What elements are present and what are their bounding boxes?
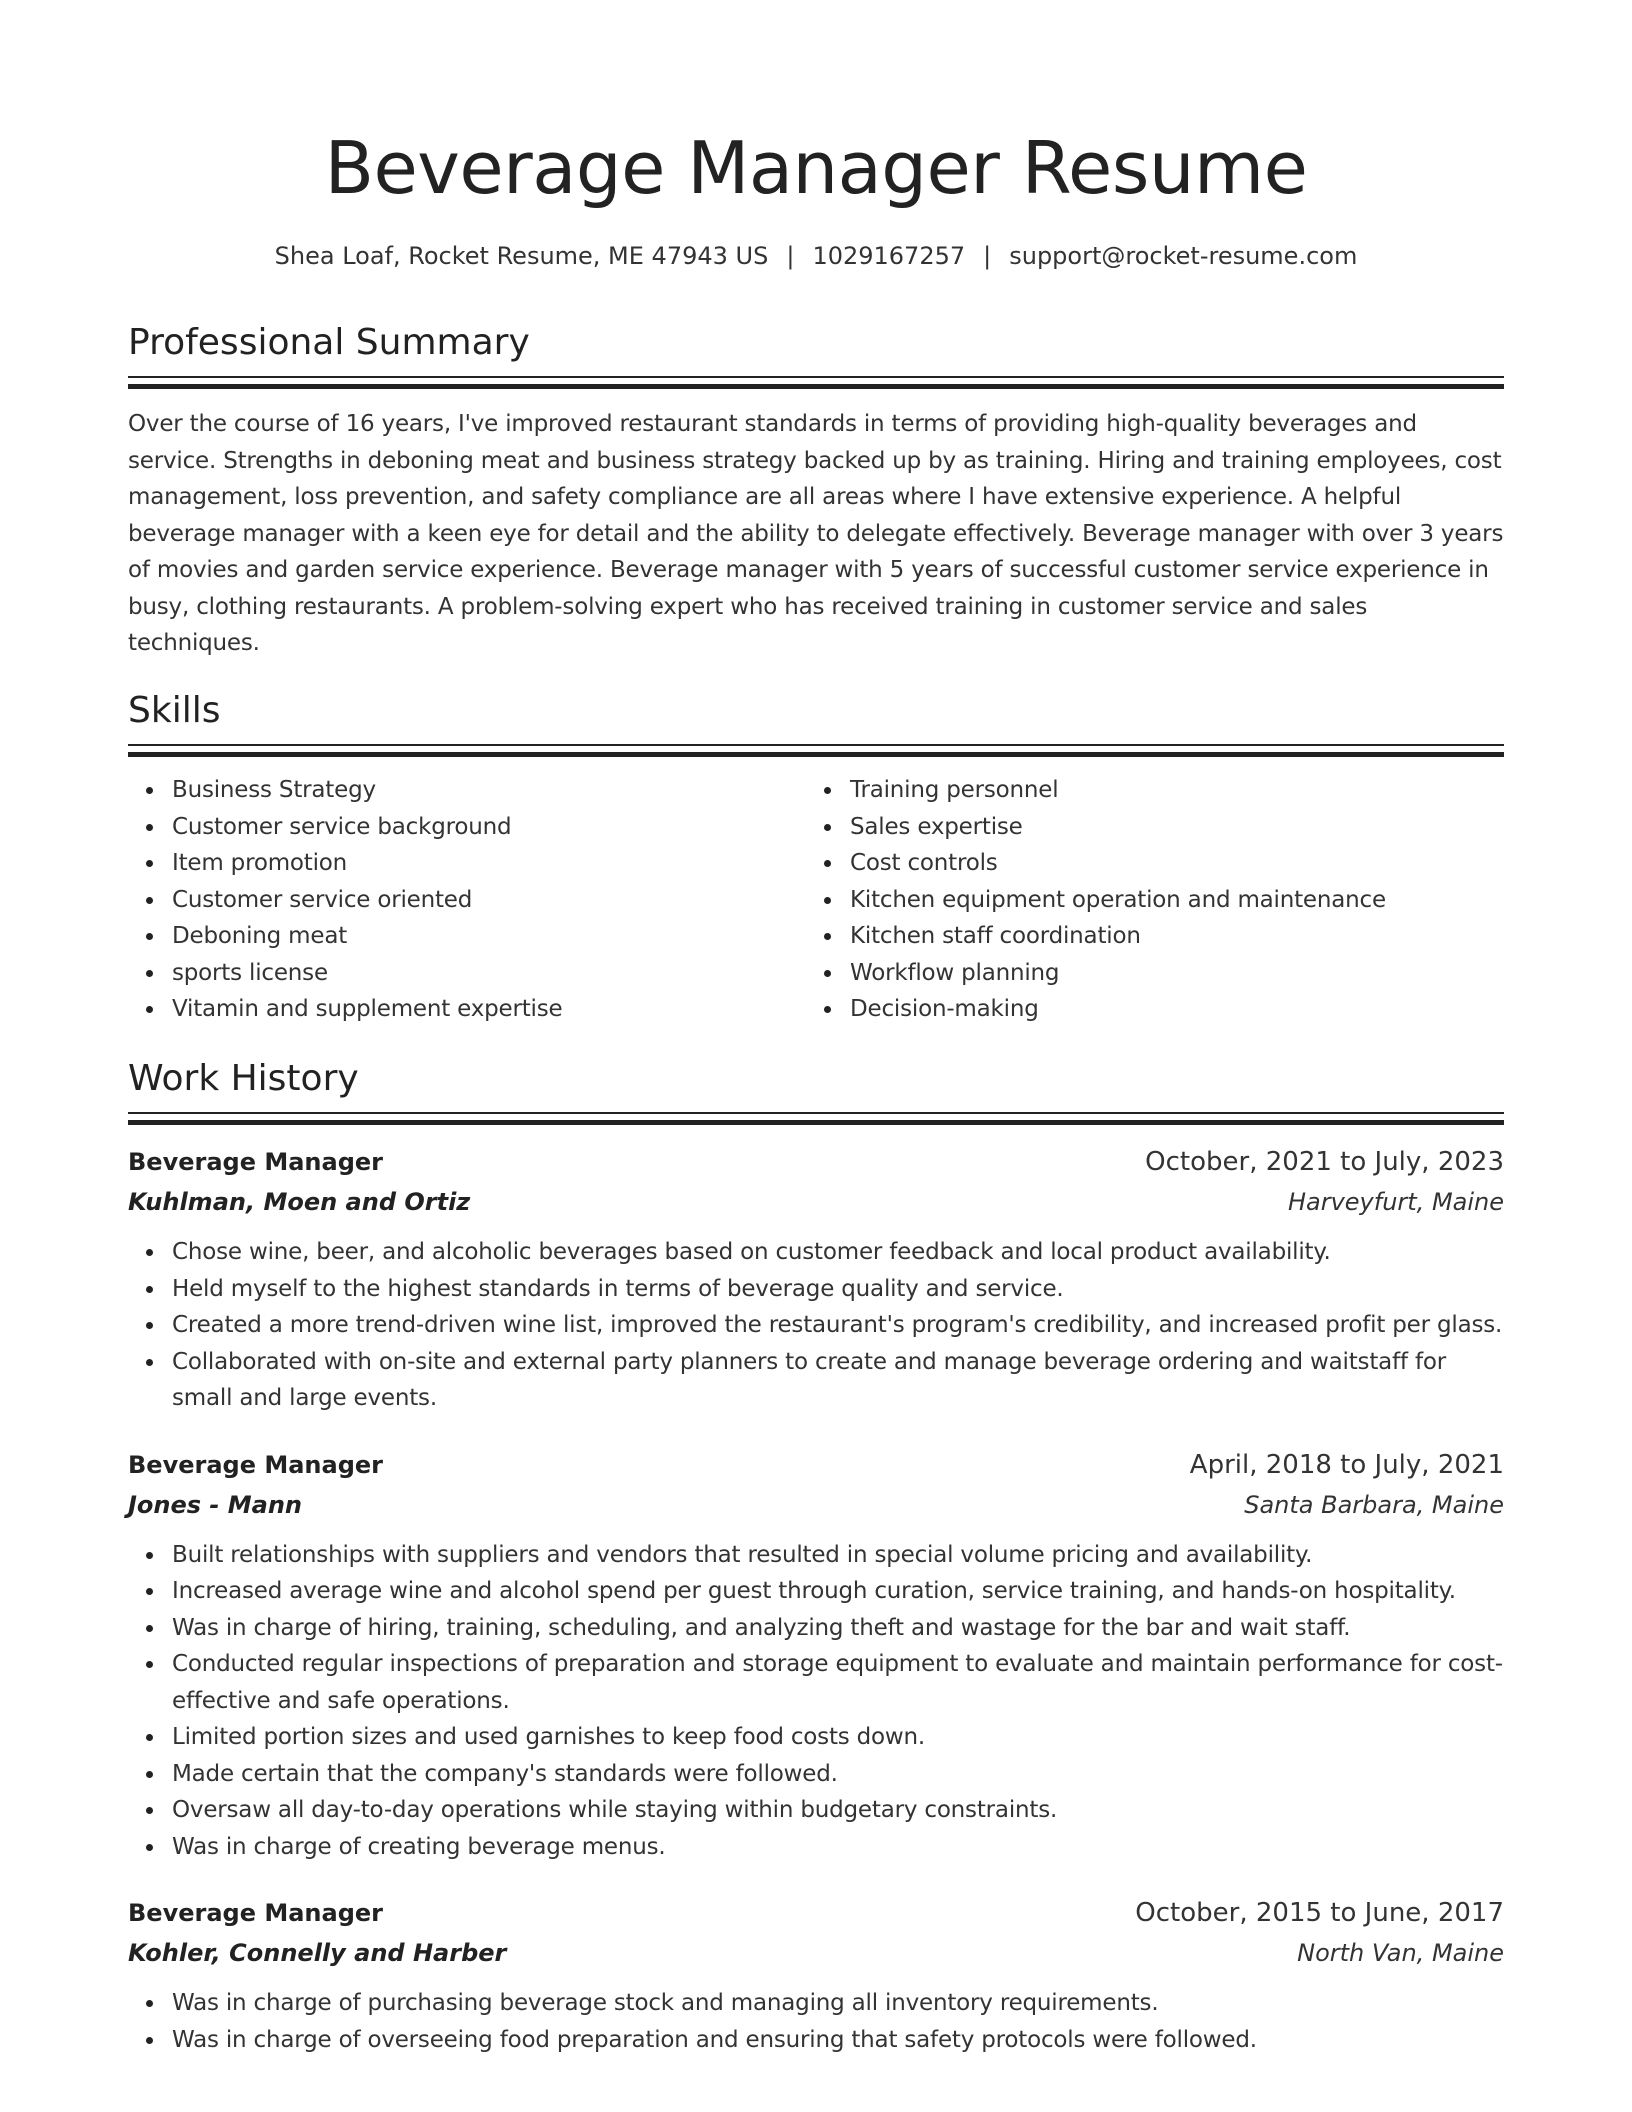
job-title: Beverage Manager (128, 1450, 383, 1479)
work-history-heading: Work History (128, 1058, 359, 1099)
skill-item: Decision-making (850, 991, 1484, 1028)
job-dates: April, 2018 to July, 2021 (1189, 1449, 1504, 1480)
job-dates: October, 2015 to June, 2017 (1135, 1898, 1504, 1928)
skill-item: Vitamin and supplement expertise (172, 991, 806, 1028)
contact-separator: | (786, 242, 795, 270)
job-bullet: Collaborated with on-site and external party planners to create and manage beverage ordering and waitstaff for small and large events. (172, 1344, 1504, 1417)
job-header-row (128, 1893, 1504, 1933)
job-bullet: Oversaw all day-to-day operations while staying within budgetary constraints. (172, 1792, 1504, 1829)
job-bullet: Conducted regular inspections of preparation and storage equipment to evaluate and maintain performance for cost-effective and safe operations. (172, 1646, 1504, 1719)
skill-item: Sales expertise (850, 809, 1484, 846)
job-bullet: Was in charge of overseeing food preparation and ensuring that safety protocols were followed. (172, 2022, 1504, 2059)
skills-list-right (806, 772, 1484, 1028)
skills-section (128, 686, 1504, 1028)
job-location: Harveyfurt, Maine (1287, 1188, 1504, 1216)
skills-grid (128, 772, 1504, 1028)
job-title: Beverage Manager (128, 1148, 383, 1176)
job-company: Jones - Mann (128, 1490, 302, 1519)
skill-item: Deboning meat (172, 918, 806, 955)
skill-item: Cost controls (850, 845, 1484, 882)
job-bullet: Created a more trend-driven wine list, improved the restaurant's program's credibility, and increased profit per glass. (172, 1307, 1504, 1344)
job-bullet: Was in charge of hiring, training, scheduling, and analyzing theft and wastage for the bar and wait staff. (172, 1610, 1504, 1647)
contact-address: Shea Loaf, Rocket Resume, ME 47943 US (274, 242, 769, 270)
skill-item: Customer service background (172, 809, 806, 846)
contact-separator: | (983, 242, 992, 270)
job-entry (128, 1893, 1504, 2058)
skill-item: Customer service oriented (172, 882, 806, 919)
skill-item: Kitchen staff coordination (850, 918, 1484, 955)
job-company-row (128, 1485, 1504, 1525)
job-location: North Van, Maine (1297, 1939, 1504, 1967)
job-title: Beverage Manager (128, 1899, 383, 1927)
skill-item: Workflow planning (850, 955, 1484, 992)
summary-text: Over the course of 16 years, I've improved restaurant standards in terms of providing high-quality beverages and service. Strengths in deboning meat and business strategy backed up by as training. Hiring and training employees, cost management, loss prevention, and safety compliance are all areas where I have extensive experience. A helpful beverage manager with a keen eye for detail and the ability to delegate effectively. Beverage manager with over 3 years of movies and garden service experience. Beverage manager with 5 years of successful customer service experience in busy, clothing restaurants. A problem-solving expert who has received training in customer service and sales techniques. (128, 411, 1504, 656)
contact-line (128, 238, 1504, 274)
job-entry (128, 1445, 1504, 1866)
job-company-row (128, 1933, 1504, 1973)
skill-item: Item promotion (172, 845, 806, 882)
job-bullet: Held myself to the highest standards in terms of beverage quality and service. (172, 1271, 1504, 1308)
summary-heading: Professional Summary (128, 322, 530, 363)
summary-section (128, 318, 1504, 662)
job-company-row (128, 1182, 1504, 1222)
job-company: Kuhlman, Moen and Ortiz (128, 1188, 471, 1216)
skill-item: Kitchen equipment operation and maintenance (850, 882, 1484, 919)
contact-email[interactable]: support@rocket-resume.com (1009, 242, 1358, 270)
skill-item: Training personnel (850, 772, 1484, 809)
job-bullet: Was in charge of purchasing beverage stock and managing all inventory requirements. (172, 1985, 1504, 2022)
skills-list-left (128, 772, 806, 1028)
job-bullet: Increased average wine and alcohol spend per guest through curation, service training, and hands-on hospitality. (172, 1573, 1504, 1610)
skill-item: sports license (172, 955, 806, 992)
job-entry (128, 1142, 1504, 1417)
resume-title: Beverage Manager Resume (324, 126, 1308, 210)
job-dates: October, 2021 to July, 2023 (1145, 1147, 1504, 1177)
contact-phone: 1029167257 (812, 242, 966, 270)
skills-heading: Skills (128, 690, 221, 731)
job-header-row (128, 1445, 1504, 1485)
job-bullets (128, 1537, 1504, 1866)
job-bullet: Built relationships with suppliers and vendors that resulted in special volume pricing and availability. (172, 1537, 1504, 1574)
job-company: Kohler, Connelly and Harber (128, 1939, 507, 1967)
section-divider (128, 376, 1504, 388)
skill-item: Business Strategy (172, 772, 806, 809)
job-header-row (128, 1142, 1504, 1182)
section-divider (128, 1112, 1504, 1124)
job-bullets (128, 1234, 1504, 1417)
job-location: Santa Barbara, Maine (1244, 1490, 1504, 1519)
work-history-section (128, 1054, 1504, 2058)
job-bullet: Chose wine, beer, and alcoholic beverages based on customer feedback and local product availability. (172, 1234, 1504, 1271)
job-bullets (128, 1985, 1504, 2058)
job-bullet: Made certain that the company's standards were followed. (172, 1756, 1504, 1793)
job-bullet: Limited portion sizes and used garnishes to keep food costs down. (172, 1719, 1504, 1756)
job-bullet: Was in charge of creating beverage menus. (172, 1829, 1504, 1866)
section-divider (128, 744, 1504, 756)
